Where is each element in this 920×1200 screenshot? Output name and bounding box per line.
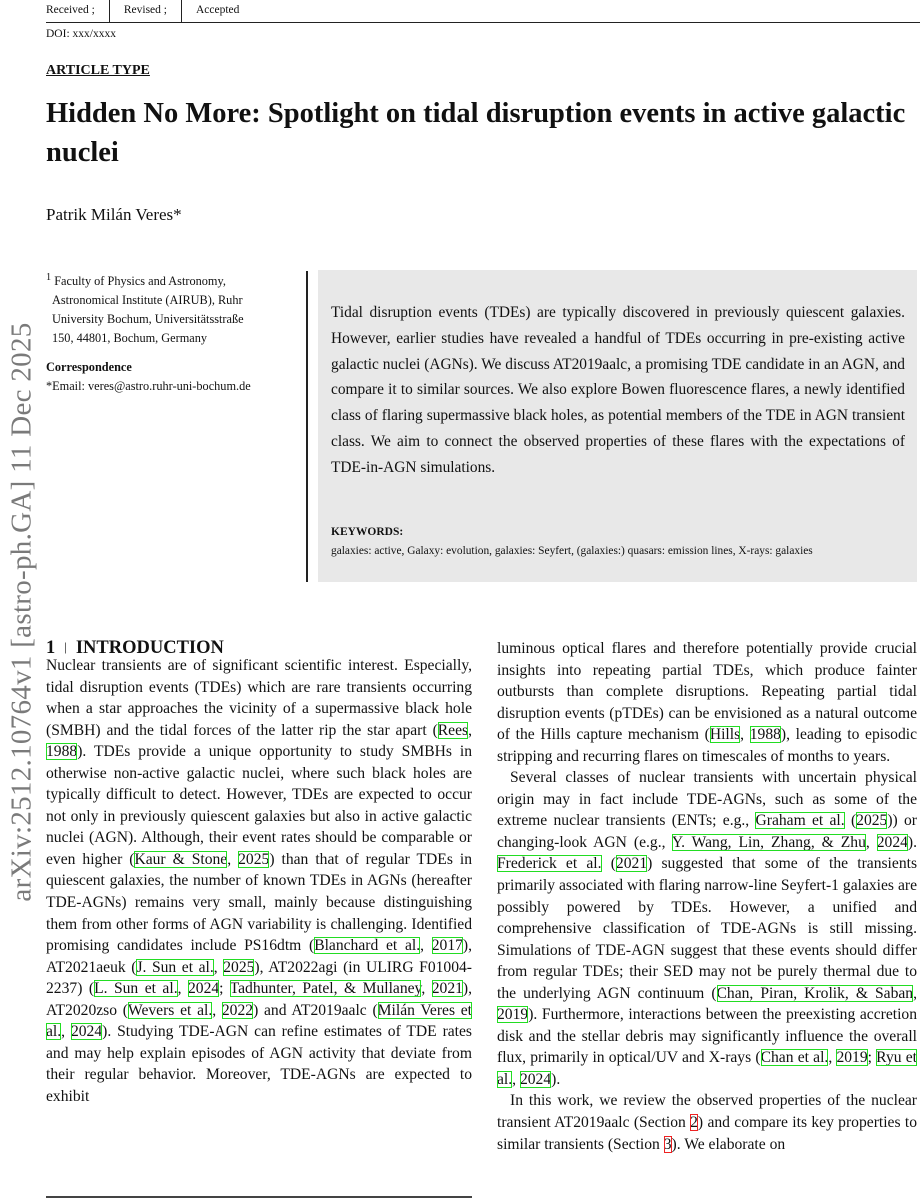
affiliation-line: University Bochum, Universitätsstraße — [52, 312, 244, 327]
section-separator: | — [64, 639, 67, 654]
body-text: , — [512, 1070, 520, 1088]
citation-link[interactable]: 2024 — [876, 833, 908, 851]
revised-date: Revised ; — [109, 0, 181, 22]
author: Patrik Milán Veres* — [46, 205, 182, 224]
body-text: , — [865, 833, 877, 851]
citation-link[interactable]: L. Sun et al. — [94, 980, 178, 998]
correspondence-heading: Correspondence — [46, 360, 132, 374]
body-text: ), AT2021aeuk ( — [46, 937, 472, 976]
paragraph — [46, 655, 472, 1107]
body-text: , — [227, 850, 239, 868]
body-text: ), leading to episodic stripping and recurring flares on timescales of months to years. — [497, 726, 918, 765]
abstract-text: Tidal disruption events (TDEs) are typically discovered in previously quiescent galaxies. However, earlier studies have revealed a handful of TDEs occurring in pre-existing active galactic nuclei (AGNs). We discuss AT2019aalc, a promising TDE candidate in an AGN, and compare it to similar sources. We also explore Bowen fluorescence flares, a newly identified class of flaring supermassive black holes, as potential members of the TDE in AGN transient class. We aim to connect the observed properties of these flares with the expectations of TDE-in-AGN simulations. — [331, 304, 905, 476]
body-text: ). — [551, 1070, 561, 1088]
affiliation — [46, 268, 296, 348]
body-text: ). We elaborate on — [671, 1135, 786, 1153]
correspondence-email: *Email: veres@astro.ruhr-uni-bochum.de — [46, 379, 251, 393]
article-type: ARTICLE TYPE — [46, 63, 150, 78]
body-text: ) and compare its key properties to similar transients (Section — [497, 1114, 917, 1153]
citation-link[interactable]: Blanchard et al. — [314, 937, 421, 955]
body-text: , — [213, 958, 224, 976]
body-text: , — [468, 721, 472, 739]
footnote-rule — [46, 1196, 472, 1198]
body-text: In this work, we review the observed properties of the nuclear transient AT2019aalc (Section — [497, 1092, 917, 1132]
section-ref-link[interactable]: 2 — [690, 1114, 698, 1132]
body-text: ). TDEs provide a unique opportunity to study SMBHs in otherwise non-active galactic nuclei, where such black holes are typically difficult to detect. However, TDEs are expected to occur not only in previously quiescent galaxies but also in active galactic nuclei (AGN). Although, their event rates should be comparable or even higher ( — [46, 743, 472, 868]
body-text: , — [421, 980, 432, 998]
body-text: ( — [601, 855, 616, 873]
body-text: , — [828, 1049, 837, 1067]
citation-link[interactable]: Rees — [437, 721, 469, 739]
body-text: ). Furthermore, interactions between the preexisting accretion disk and the stellar debris may significantly influence the overall flux, primarily in optical/UV and X-rays ( — [497, 1006, 917, 1067]
citation-link[interactable]: 2021 — [615, 855, 648, 873]
affiliation-line: Faculty of Physics and Astronomy, — [54, 274, 226, 289]
body-text: luminous optical flares and therefore potentially provide crucial insights into repeating partial TDEs, which produce fainter outbursts than complete disruptions. Repeating partial tidal disruption events (pTDEs) can be envisioned as a natural outcome of the Hills capture mechanism ( — [497, 640, 917, 744]
paragraph — [497, 767, 917, 1090]
citation-link[interactable]: J. Sun et al. — [136, 958, 214, 976]
citation-link[interactable]: 2024 — [187, 980, 220, 998]
body-text: )) or changing-look AGN (e.g., — [497, 812, 917, 851]
body-text: , — [61, 1023, 71, 1041]
divider — [306, 271, 308, 582]
received-date: Received ; — [46, 4, 95, 16]
doi: DOI: xxx/xxxx — [46, 28, 116, 40]
body-text: ) and AT2019aalc ( — [253, 1001, 378, 1019]
citation-link[interactable]: 1988 — [749, 726, 781, 744]
body-text: , — [420, 937, 432, 955]
body-text: ), AT2022agi (in ULIRG F01004-2237) ( — [46, 958, 473, 998]
section-number: 1 — [46, 638, 56, 658]
body-text: Several classes of nuclear transients with uncertain physical origin may in fact include TDE-AGNs, such as some of the extreme nuclear transients (ENTs; e.g., — [497, 769, 917, 830]
citation-link[interactable]: 2024 — [519, 1070, 552, 1088]
citation-link[interactable]: Ryu et al. — [497, 1049, 918, 1088]
body-text: ; — [219, 980, 230, 998]
citation-link[interactable]: Frederick et al. — [497, 855, 602, 873]
citation-link[interactable]: 2019 — [497, 1006, 529, 1024]
paragraph — [497, 638, 917, 767]
citation-link[interactable]: 2021 — [431, 980, 463, 998]
body-text: , — [740, 726, 750, 744]
body-text: ) than that of regular TDEs in quiescent galaxies, the number of known TDEs in AGNs (hereafter TDE-AGNs) remains very small, mainly because distinguishing them from other forms of AGN variability is challenging. Identified promising candidates include PS16dtm ( — [46, 850, 473, 955]
affiliation-line: Astronomical Institute (AIRUB), Ruhr — [52, 293, 243, 308]
body-text: ). — [907, 833, 917, 851]
citation-link[interactable]: 2025 — [223, 958, 255, 976]
body-text: ) suggested that some of the transients primarily associated with flaring narrow-line Seyfert-1 galaxies are possibly powered by TDEs. However, a unified and comprehensive classification of TDE-AGNs is still missing. Simulations of TDE-AGN suggest that these events should differ from regular TDEs; their SED may not be purely thermal due to the underlying AGN continuum ( — [497, 855, 918, 1002]
citation-link[interactable]: Milán Veres et al. — [46, 1001, 473, 1041]
citation-link[interactable]: 2025 — [238, 850, 270, 868]
section-title: INTRODUCTION — [75, 638, 224, 658]
body-text: ( — [844, 812, 857, 830]
citation-link[interactable]: Kaur & Stone — [134, 850, 228, 868]
citation-link[interactable]: Graham et al. — [755, 812, 845, 830]
body-text: ). Studying TDE-AGN can refine estimates of TDE rates and may help explain episodes of AGN activity that deviate from their regular behavior. Moreover, TDE-AGNs are expected to exhibit — [46, 1023, 473, 1105]
abstract-box — [318, 270, 917, 582]
body-column-left — [46, 655, 472, 1107]
paper-title: Hidden No More: Spotlight on tidal disruption events in active galactic nuclei — [46, 98, 906, 168]
citation-link[interactable]: 2017 — [431, 937, 463, 955]
citation-link[interactable]: Tadhunter, Patel, & Mullaney — [229, 980, 422, 998]
section-ref-link[interactable]: 3 — [663, 1135, 672, 1153]
body-text: Nuclear transients are of significant scientific interest. Especially, tidal disruption events (TDEs) which are rare transients occurring when a star approaches the vicinity of a supermassive black hole (SMBH) and the tidal forces of the latter rip the star apart ( — [46, 657, 472, 739]
correspondence — [46, 358, 251, 396]
citation-link[interactable]: Y. Wang, Lin, Zhang, & Zhu — [671, 833, 866, 851]
keywords: galaxies: active, Galaxy: evolution, galaxies: Seyfert, (galaxies:) quasars: emission lines, X-rays: galaxies — [331, 545, 813, 557]
paragraph — [497, 1090, 917, 1155]
citation-link[interactable]: 2022 — [221, 1001, 254, 1019]
body-text: ), AT2020zso ( — [46, 980, 472, 1019]
arxiv-stamp: arXiv:2512.10764v1 [astro-ph.GA] 11 Dec 2025 — [5, 322, 38, 902]
citation-link[interactable]: 2024 — [70, 1023, 103, 1041]
keywords-heading: KEYWORDS: — [331, 526, 404, 538]
body-text: , — [177, 980, 188, 998]
accepted-date: Accepted — [181, 0, 253, 22]
citation-link[interactable]: Hills — [709, 726, 741, 744]
citation-link[interactable]: Chan, Piran, Krolik, & Saban — [716, 984, 914, 1002]
body-text: , — [212, 1001, 222, 1019]
citation-link[interactable]: 2019 — [836, 1049, 868, 1067]
body-text: , — [913, 984, 917, 1002]
journal-header — [46, 0, 920, 23]
affiliation-line: 150, 44801, Bochum, Germany — [52, 331, 208, 346]
affiliation-marker: 1 — [46, 272, 52, 283]
citation-link[interactable]: Wevers et al. — [127, 1001, 213, 1019]
body-column-right — [497, 638, 917, 1155]
citation-link[interactable]: Chan et al. — [760, 1049, 829, 1067]
body-text: ; — [867, 1049, 877, 1067]
citation-link[interactable]: 2025 — [856, 812, 888, 830]
citation-link[interactable]: 1988 — [46, 743, 78, 761]
